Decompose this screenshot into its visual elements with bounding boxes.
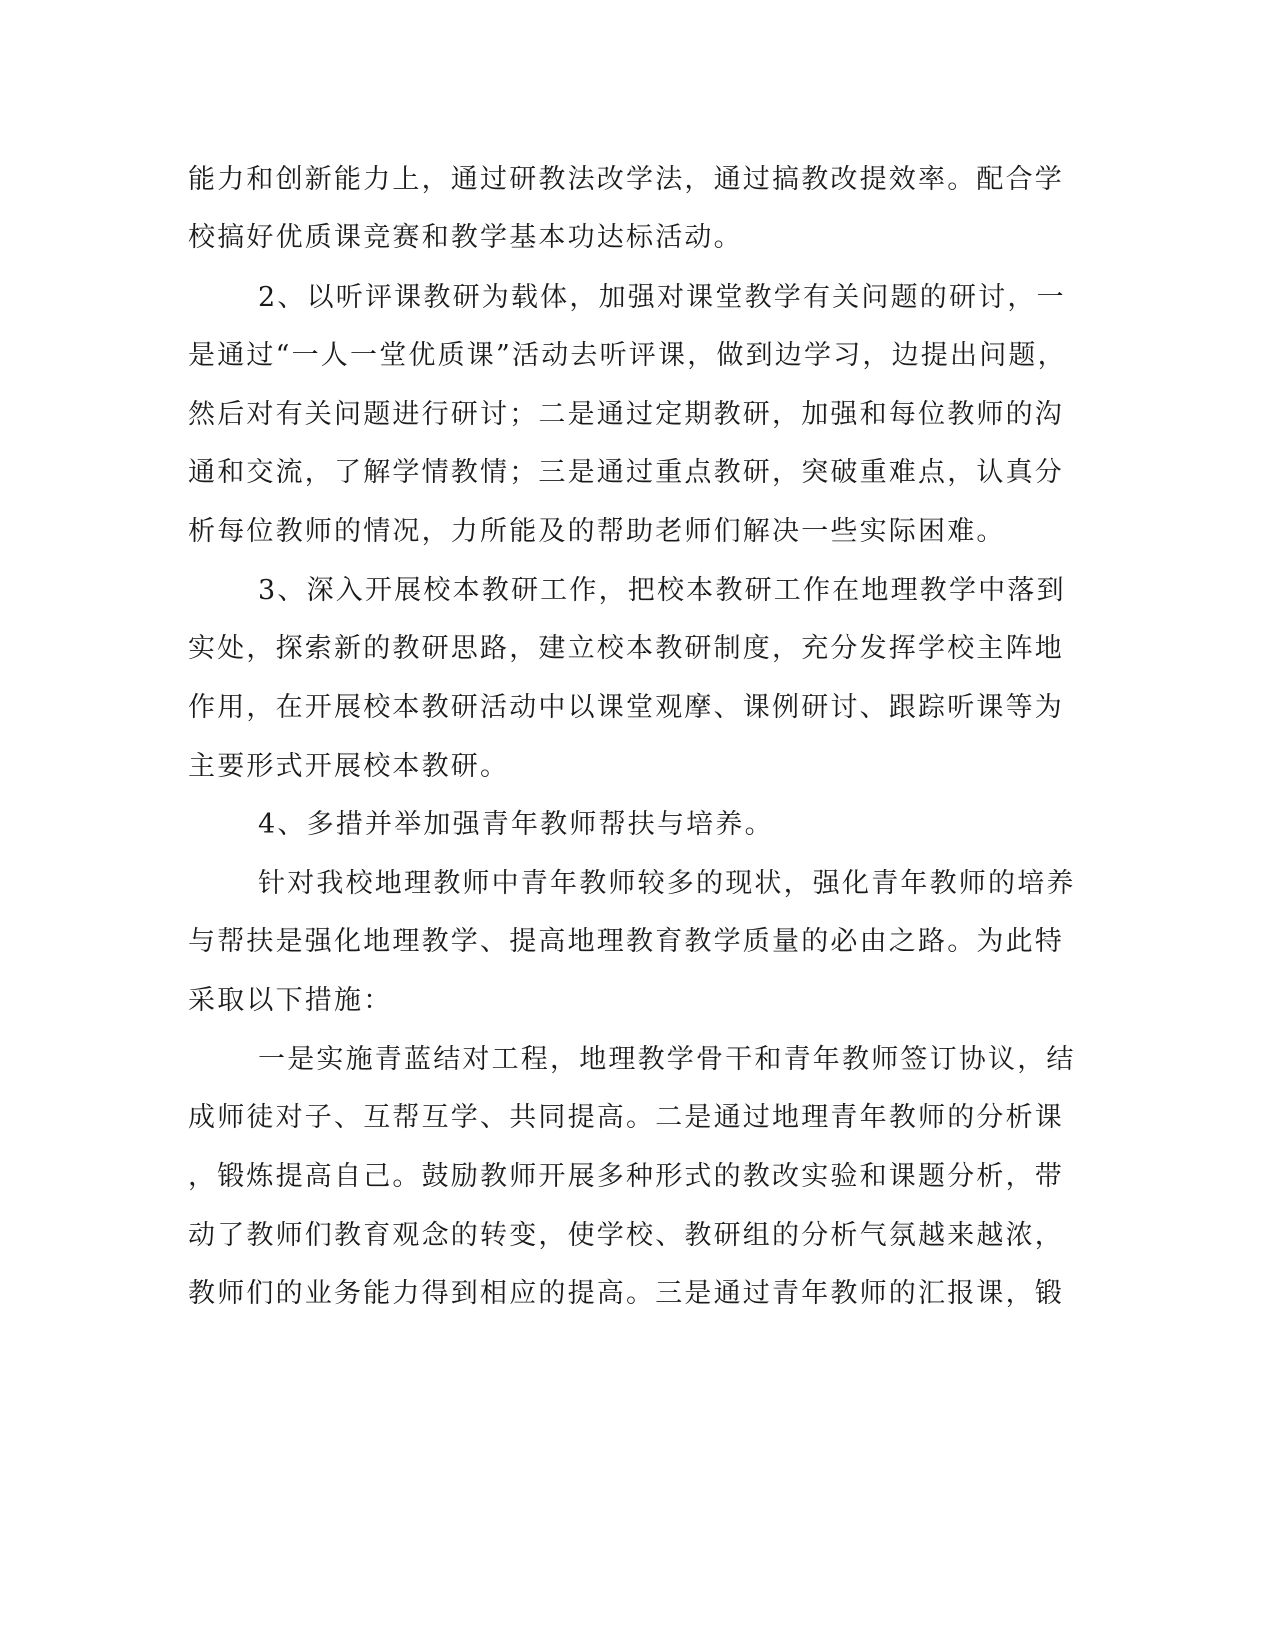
text-line: 采取以下措施： <box>188 985 393 1016</box>
text-line: ，锻炼提高自己。鼓励教师开展多种形式的教改实验和课题分析，带 <box>188 1161 1064 1192</box>
text-line: 是通过“一人一堂优质课”活动去听评课，做到边学习，边提出问题， <box>188 340 1067 371</box>
text-line: 2、以听评课教研为载体，加强对课堂教学有关问题的研讨，一 <box>258 282 1066 313</box>
text-line: 教师们的业务能力得到相应的提高。三是通过青年教师的汇报课，锻 <box>188 1278 1064 1309</box>
text-line: 针对我校地理教师中青年教师较多的现状，强化青年教师的培养 <box>258 868 1076 899</box>
text-line: 通和交流，了解学情教情；三是通过重点教研，突破重难点，认真分 <box>188 457 1064 488</box>
text-line: 主要形式开展校本教研。 <box>188 751 510 782</box>
text-line: 成师徒对子、互帮互学、共同提高。二是通过地理青年教师的分析课 <box>188 1102 1064 1133</box>
text-line: 能力和创新能力上，通过研教法改学法，通过搞教改提效率。配合学 <box>188 164 1064 195</box>
text-line: 实处，探索新的教研思路，建立校本教研制度，充分发挥学校主阵地 <box>188 633 1064 664</box>
text-line: 3、深入开展校本教研工作，把校本教研工作在地理教学中落到 <box>258 575 1066 606</box>
text-line: 析每位教师的情况，力所能及的帮助老师们解决一些实际困难。 <box>188 516 1006 547</box>
text-line: 作用，在开展校本教研活动中以课堂观摩、课例研讨、跟踪听课等为 <box>188 692 1064 723</box>
text-line: 校搞好优质课竞赛和教学基本功达标活动。 <box>188 222 743 253</box>
text-line: 一是实施青蓝结对工程，地理教学骨干和青年教师签订协议，结 <box>258 1044 1076 1075</box>
text-line: 然后对有关问题进行研讨；二是通过定期教研，加强和每位教师的沟 <box>188 399 1064 430</box>
text-line: 动了教师们教育观念的转变，使学校、教研组的分析气氛越来越浓， <box>188 1220 1064 1251</box>
text-line: 与帮扶是强化地理教学、提高地理教育教学质量的必由之路。为此特 <box>188 926 1064 957</box>
text-line: 4、多措并举加强青年教师帮扶与培养。 <box>258 809 774 840</box>
